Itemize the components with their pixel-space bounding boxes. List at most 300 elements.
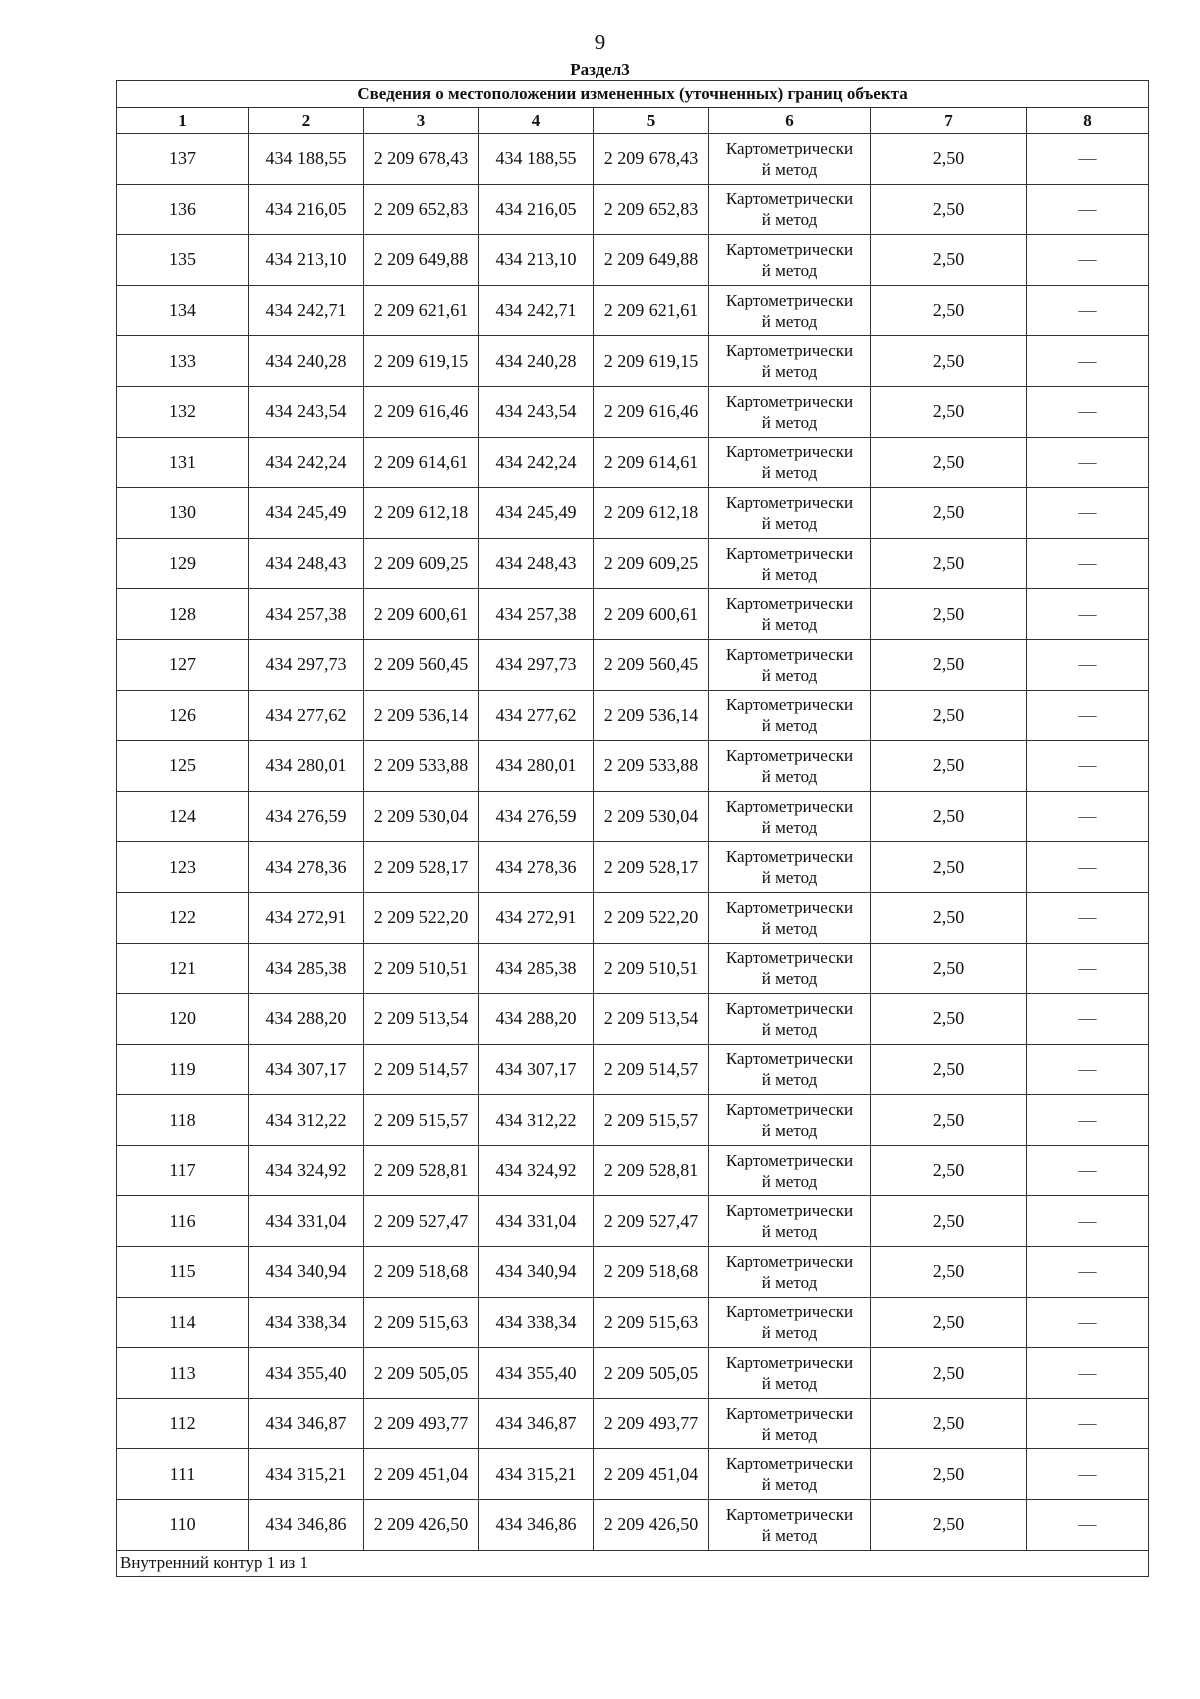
method-line-2: й метод	[761, 1272, 818, 1292]
y-new-cell: 2 209 510,51	[594, 943, 709, 994]
section-title: Раздел3	[570, 60, 630, 79]
method-line-2: й метод	[761, 615, 818, 635]
x-new-cell: 434 307,17	[479, 1044, 594, 1095]
x-new-cell: 434 355,40	[479, 1348, 594, 1399]
y-old-cell: 2 209 522,20	[364, 892, 479, 943]
method-line-2: й метод	[761, 1171, 818, 1191]
method-cell	[709, 1247, 871, 1298]
y-new-cell: 2 209 612,18	[594, 488, 709, 539]
description-cell: —	[1027, 994, 1149, 1045]
y-new-cell: 2 209 616,46	[594, 386, 709, 437]
x-new-cell: 434 242,24	[479, 437, 594, 488]
y-new-cell: 2 209 515,57	[594, 1095, 709, 1146]
table-title: Сведения о местоположении измененных (уточненных) границ объекта	[117, 81, 1149, 108]
table-row	[117, 994, 1149, 1045]
point-number-cell: 120	[117, 994, 249, 1045]
method-cell	[709, 690, 871, 741]
description-cell: —	[1027, 741, 1149, 792]
table-row	[117, 235, 1149, 286]
method-line-1: Картометрически	[725, 1353, 854, 1373]
table-row	[117, 791, 1149, 842]
method-line-2: й метод	[761, 1222, 818, 1242]
table-row	[117, 892, 1149, 943]
y-old-cell: 2 209 510,51	[364, 943, 479, 994]
description-cell: —	[1027, 1449, 1149, 1500]
method-line-2: й метод	[761, 210, 818, 230]
method-cell	[709, 1095, 871, 1146]
description-cell: —	[1027, 285, 1149, 336]
point-number-cell: 132	[117, 386, 249, 437]
x-new-cell: 434 213,10	[479, 235, 594, 286]
description-cell: —	[1027, 336, 1149, 387]
point-number-cell: 129	[117, 538, 249, 589]
method-line-2: й метод	[761, 716, 818, 736]
y-new-cell: 2 209 493,77	[594, 1398, 709, 1449]
accuracy-cell: 2,50	[871, 235, 1027, 286]
point-number-cell: 133	[117, 336, 249, 387]
y-new-cell: 2 209 514,57	[594, 1044, 709, 1095]
method-cell	[709, 639, 871, 690]
x-new-cell: 434 288,20	[479, 994, 594, 1045]
description-cell: —	[1027, 134, 1149, 185]
point-number-cell: 128	[117, 589, 249, 640]
description-cell: —	[1027, 639, 1149, 690]
accuracy-cell: 2,50	[871, 589, 1027, 640]
accuracy-cell: 2,50	[871, 943, 1027, 994]
method-line-1: Картометрически	[725, 138, 854, 158]
y-new-cell: 2 209 536,14	[594, 690, 709, 741]
x-old-cell: 434 315,21	[249, 1449, 364, 1500]
point-number-cell: 111	[117, 1449, 249, 1500]
y-old-cell: 2 209 621,61	[364, 285, 479, 336]
x-old-cell: 434 257,38	[249, 589, 364, 640]
description-cell: —	[1027, 1044, 1149, 1095]
point-number-cell: 130	[117, 488, 249, 539]
x-new-cell: 434 346,87	[479, 1398, 594, 1449]
accuracy-cell: 2,50	[871, 184, 1027, 235]
method-cell	[709, 386, 871, 437]
method-line-2: й метод	[761, 665, 818, 685]
point-number-cell: 118	[117, 1095, 249, 1146]
table-row	[117, 1500, 1149, 1551]
table-footer-row	[117, 1550, 1149, 1576]
y-old-cell: 2 209 530,04	[364, 791, 479, 842]
method-line-2: й метод	[761, 766, 818, 786]
x-new-cell: 434 340,94	[479, 1247, 594, 1298]
y-old-cell: 2 209 678,43	[364, 134, 479, 185]
method-line-1: Картометрически	[725, 1504, 854, 1524]
y-new-cell: 2 209 513,54	[594, 994, 709, 1045]
x-old-cell: 434 243,54	[249, 386, 364, 437]
boundary-coordinates-table	[116, 80, 1149, 1577]
column-numbers-row	[117, 108, 1149, 134]
x-new-cell: 434 324,92	[479, 1145, 594, 1196]
table-row	[117, 285, 1149, 336]
description-cell: —	[1027, 1500, 1149, 1551]
accuracy-cell: 2,50	[871, 488, 1027, 539]
method-cell	[709, 184, 871, 235]
method-line-2: й метод	[761, 362, 818, 382]
x-new-cell: 434 242,71	[479, 285, 594, 336]
x-new-cell: 434 188,55	[479, 134, 594, 185]
table-row	[117, 1247, 1149, 1298]
y-old-cell: 2 209 514,57	[364, 1044, 479, 1095]
y-new-cell: 2 209 518,68	[594, 1247, 709, 1298]
method-line-2: й метод	[761, 817, 818, 837]
x-old-cell: 434 340,94	[249, 1247, 364, 1298]
point-number-cell: 119	[117, 1044, 249, 1095]
y-new-cell: 2 209 515,63	[594, 1297, 709, 1348]
table-row	[117, 1449, 1149, 1500]
method-line-2: й метод	[761, 564, 818, 584]
accuracy-cell: 2,50	[871, 791, 1027, 842]
x-old-cell: 434 245,49	[249, 488, 364, 539]
y-new-cell: 2 209 530,04	[594, 791, 709, 842]
y-old-cell: 2 209 619,15	[364, 336, 479, 387]
accuracy-cell: 2,50	[871, 1044, 1027, 1095]
method-cell	[709, 589, 871, 640]
description-cell: —	[1027, 235, 1149, 286]
point-number-cell: 122	[117, 892, 249, 943]
x-old-cell: 434 331,04	[249, 1196, 364, 1247]
table-row	[117, 1398, 1149, 1449]
table-row	[117, 134, 1149, 185]
method-line-2: й метод	[761, 159, 818, 179]
point-number-cell: 127	[117, 639, 249, 690]
column-number: 5	[594, 108, 709, 134]
point-number-cell: 125	[117, 741, 249, 792]
description-cell: —	[1027, 538, 1149, 589]
x-old-cell: 434 272,91	[249, 892, 364, 943]
accuracy-cell: 2,50	[871, 285, 1027, 336]
x-old-cell: 434 312,22	[249, 1095, 364, 1146]
x-new-cell: 434 315,21	[479, 1449, 594, 1500]
y-new-cell: 2 209 619,15	[594, 336, 709, 387]
method-line-1: Картометрически	[725, 442, 854, 462]
method-cell	[709, 1348, 871, 1399]
point-number-cell: 117	[117, 1145, 249, 1196]
method-cell	[709, 791, 871, 842]
x-new-cell: 434 331,04	[479, 1196, 594, 1247]
method-cell	[709, 538, 871, 589]
x-old-cell: 434 240,28	[249, 336, 364, 387]
accuracy-cell: 2,50	[871, 437, 1027, 488]
method-cell	[709, 892, 871, 943]
page-number: 9	[594, 30, 606, 54]
description-cell: —	[1027, 1398, 1149, 1449]
description-cell: —	[1027, 1196, 1149, 1247]
description-cell: —	[1027, 437, 1149, 488]
y-new-cell: 2 209 527,47	[594, 1196, 709, 1247]
method-line-2: й метод	[761, 969, 818, 989]
point-number-cell: 121	[117, 943, 249, 994]
method-cell	[709, 842, 871, 893]
accuracy-cell: 2,50	[871, 892, 1027, 943]
y-new-cell: 2 209 505,05	[594, 1348, 709, 1399]
column-number: 4	[479, 108, 594, 134]
table-row	[117, 639, 1149, 690]
table-row	[117, 943, 1149, 994]
method-line-2: й метод	[761, 1121, 818, 1141]
method-line-2: й метод	[761, 868, 818, 888]
table-row	[117, 1348, 1149, 1399]
method-cell	[709, 1145, 871, 1196]
accuracy-cell: 2,50	[871, 741, 1027, 792]
x-new-cell: 434 338,34	[479, 1297, 594, 1348]
x-old-cell: 434 248,43	[249, 538, 364, 589]
accuracy-cell: 2,50	[871, 1247, 1027, 1298]
column-number: 6	[709, 108, 871, 134]
column-number: 1	[117, 108, 249, 134]
x-new-cell: 434 285,38	[479, 943, 594, 994]
y-old-cell: 2 209 505,05	[364, 1348, 479, 1399]
method-cell	[709, 943, 871, 994]
y-old-cell: 2 209 493,77	[364, 1398, 479, 1449]
method-line-1: Картометрически	[725, 1251, 854, 1271]
method-cell	[709, 1044, 871, 1095]
y-new-cell: 2 209 652,83	[594, 184, 709, 235]
y-new-cell: 2 209 678,43	[594, 134, 709, 185]
y-new-cell: 2 209 528,81	[594, 1145, 709, 1196]
accuracy-cell: 2,50	[871, 1095, 1027, 1146]
point-number-cell: 113	[117, 1348, 249, 1399]
column-number: 7	[871, 108, 1027, 134]
table-row	[117, 589, 1149, 640]
accuracy-cell: 2,50	[871, 134, 1027, 185]
x-old-cell: 434 288,20	[249, 994, 364, 1045]
description-cell: —	[1027, 1247, 1149, 1298]
method-line-2: й метод	[761, 463, 818, 483]
description-cell: —	[1027, 184, 1149, 235]
x-old-cell: 434 216,05	[249, 184, 364, 235]
x-new-cell: 434 312,22	[479, 1095, 594, 1146]
x-new-cell: 434 280,01	[479, 741, 594, 792]
x-old-cell: 434 276,59	[249, 791, 364, 842]
x-old-cell: 434 285,38	[249, 943, 364, 994]
x-new-cell: 434 297,73	[479, 639, 594, 690]
accuracy-cell: 2,50	[871, 538, 1027, 589]
table-row	[117, 690, 1149, 741]
description-cell: —	[1027, 589, 1149, 640]
y-old-cell: 2 209 612,18	[364, 488, 479, 539]
method-line-2: й метод	[761, 260, 818, 280]
y-new-cell: 2 209 533,88	[594, 741, 709, 792]
contour-note: Внутренний контур 1 из 1	[117, 1550, 1149, 1576]
x-new-cell: 434 277,62	[479, 690, 594, 741]
point-number-cell: 124	[117, 791, 249, 842]
description-cell: —	[1027, 892, 1149, 943]
method-line-2: й метод	[761, 1424, 818, 1444]
x-old-cell: 434 338,34	[249, 1297, 364, 1348]
y-old-cell: 2 209 609,25	[364, 538, 479, 589]
method-line-1: Картометрически	[725, 1302, 854, 1322]
y-new-cell: 2 209 426,50	[594, 1500, 709, 1551]
y-old-cell: 2 209 652,83	[364, 184, 479, 235]
x-new-cell: 434 257,38	[479, 589, 594, 640]
method-line-2: й метод	[761, 1070, 818, 1090]
method-line-1: Картометрически	[725, 847, 854, 867]
y-old-cell: 2 209 649,88	[364, 235, 479, 286]
method-cell	[709, 994, 871, 1045]
y-new-cell: 2 209 522,20	[594, 892, 709, 943]
table-row	[117, 437, 1149, 488]
method-cell	[709, 1398, 871, 1449]
accuracy-cell: 2,50	[871, 639, 1027, 690]
description-cell: —	[1027, 1095, 1149, 1146]
x-old-cell: 434 277,62	[249, 690, 364, 741]
y-old-cell: 2 209 513,54	[364, 994, 479, 1045]
x-old-cell: 434 346,87	[249, 1398, 364, 1449]
table-row	[117, 1095, 1149, 1146]
point-number-cell: 136	[117, 184, 249, 235]
point-number-cell: 137	[117, 134, 249, 185]
table-body	[117, 134, 1149, 1551]
x-new-cell: 434 243,54	[479, 386, 594, 437]
y-new-cell: 2 209 451,04	[594, 1449, 709, 1500]
y-old-cell: 2 209 515,57	[364, 1095, 479, 1146]
method-cell	[709, 1196, 871, 1247]
table-row	[117, 1297, 1149, 1348]
method-line-1: Картометрически	[725, 341, 854, 361]
accuracy-cell: 2,50	[871, 1145, 1027, 1196]
accuracy-cell: 2,50	[871, 386, 1027, 437]
method-line-2: й метод	[761, 1323, 818, 1343]
y-old-cell: 2 209 616,46	[364, 386, 479, 437]
accuracy-cell: 2,50	[871, 1398, 1027, 1449]
column-number: 8	[1027, 108, 1149, 134]
point-number-cell: 131	[117, 437, 249, 488]
description-cell: —	[1027, 488, 1149, 539]
method-line-1: Картометрически	[725, 948, 854, 968]
x-new-cell: 434 248,43	[479, 538, 594, 589]
description-cell: —	[1027, 943, 1149, 994]
method-line-1: Картометрически	[725, 594, 854, 614]
method-cell	[709, 285, 871, 336]
point-number-cell: 123	[117, 842, 249, 893]
method-cell	[709, 1449, 871, 1500]
accuracy-cell: 2,50	[871, 994, 1027, 1045]
table-row	[117, 1044, 1149, 1095]
accuracy-cell: 2,50	[871, 336, 1027, 387]
table-row	[117, 336, 1149, 387]
y-old-cell: 2 209 560,45	[364, 639, 479, 690]
method-line-1: Картометрически	[725, 290, 854, 310]
method-line-1: Картометрически	[725, 998, 854, 1018]
method-line-1: Картометрически	[725, 189, 854, 209]
description-cell: —	[1027, 1348, 1149, 1399]
x-new-cell: 434 245,49	[479, 488, 594, 539]
method-line-1: Картометрически	[725, 1454, 854, 1474]
method-cell	[709, 134, 871, 185]
point-number-cell: 112	[117, 1398, 249, 1449]
table-row	[117, 386, 1149, 437]
x-old-cell: 434 188,55	[249, 134, 364, 185]
method-line-1: Картометрически	[725, 745, 854, 765]
method-line-1: Картометрически	[725, 644, 854, 664]
method-line-2: й метод	[761, 1374, 818, 1394]
x-new-cell: 434 276,59	[479, 791, 594, 842]
y-old-cell: 2 209 614,61	[364, 437, 479, 488]
accuracy-cell: 2,50	[871, 1297, 1027, 1348]
description-cell: —	[1027, 842, 1149, 893]
table-row	[117, 488, 1149, 539]
method-cell	[709, 1500, 871, 1551]
table-row	[117, 1196, 1149, 1247]
accuracy-cell: 2,50	[871, 1449, 1027, 1500]
x-old-cell: 434 297,73	[249, 639, 364, 690]
method-line-2: й метод	[761, 513, 818, 533]
y-old-cell: 2 209 533,88	[364, 741, 479, 792]
y-old-cell: 2 209 536,14	[364, 690, 479, 741]
y-old-cell: 2 209 451,04	[364, 1449, 479, 1500]
accuracy-cell: 2,50	[871, 1348, 1027, 1399]
table-row	[117, 1145, 1149, 1196]
y-new-cell: 2 209 614,61	[594, 437, 709, 488]
x-old-cell: 434 346,86	[249, 1500, 364, 1551]
description-cell: —	[1027, 1145, 1149, 1196]
point-number-cell: 134	[117, 285, 249, 336]
table-row	[117, 184, 1149, 235]
method-line-2: й метод	[761, 918, 818, 938]
y-old-cell: 2 209 515,63	[364, 1297, 479, 1348]
x-old-cell: 434 307,17	[249, 1044, 364, 1095]
x-old-cell: 434 278,36	[249, 842, 364, 893]
table-title-row	[117, 81, 1149, 108]
column-number: 3	[364, 108, 479, 134]
x-old-cell: 434 242,71	[249, 285, 364, 336]
x-old-cell: 434 213,10	[249, 235, 364, 286]
method-cell	[709, 437, 871, 488]
table-row	[117, 842, 1149, 893]
x-new-cell: 434 272,91	[479, 892, 594, 943]
point-number-cell: 135	[117, 235, 249, 286]
y-old-cell: 2 209 600,61	[364, 589, 479, 640]
column-number: 2	[249, 108, 364, 134]
point-number-cell: 116	[117, 1196, 249, 1247]
method-line-1: Картометрически	[725, 543, 854, 563]
accuracy-cell: 2,50	[871, 1500, 1027, 1551]
description-cell: —	[1027, 1297, 1149, 1348]
method-line-2: й метод	[761, 1525, 818, 1545]
method-cell	[709, 741, 871, 792]
y-new-cell: 2 209 528,17	[594, 842, 709, 893]
point-number-cell: 115	[117, 1247, 249, 1298]
table-row	[117, 538, 1149, 589]
method-line-2: й метод	[761, 412, 818, 432]
y-new-cell: 2 209 609,25	[594, 538, 709, 589]
y-old-cell: 2 209 528,17	[364, 842, 479, 893]
method-line-1: Картометрически	[725, 796, 854, 816]
x-new-cell: 434 216,05	[479, 184, 594, 235]
method-line-1: Картометрически	[725, 492, 854, 512]
y-new-cell: 2 209 621,61	[594, 285, 709, 336]
description-cell: —	[1027, 386, 1149, 437]
method-line-2: й метод	[761, 1475, 818, 1495]
x-old-cell: 434 324,92	[249, 1145, 364, 1196]
accuracy-cell: 2,50	[871, 842, 1027, 893]
y-new-cell: 2 209 600,61	[594, 589, 709, 640]
method-line-2: й метод	[761, 311, 818, 331]
method-cell	[709, 1297, 871, 1348]
y-new-cell: 2 209 649,88	[594, 235, 709, 286]
method-line-1: Картометрически	[725, 1403, 854, 1423]
method-cell	[709, 235, 871, 286]
method-line-1: Картометрически	[725, 239, 854, 259]
accuracy-cell: 2,50	[871, 690, 1027, 741]
method-line-1: Картометрически	[725, 1201, 854, 1221]
description-cell: —	[1027, 690, 1149, 741]
y-old-cell: 2 209 426,50	[364, 1500, 479, 1551]
